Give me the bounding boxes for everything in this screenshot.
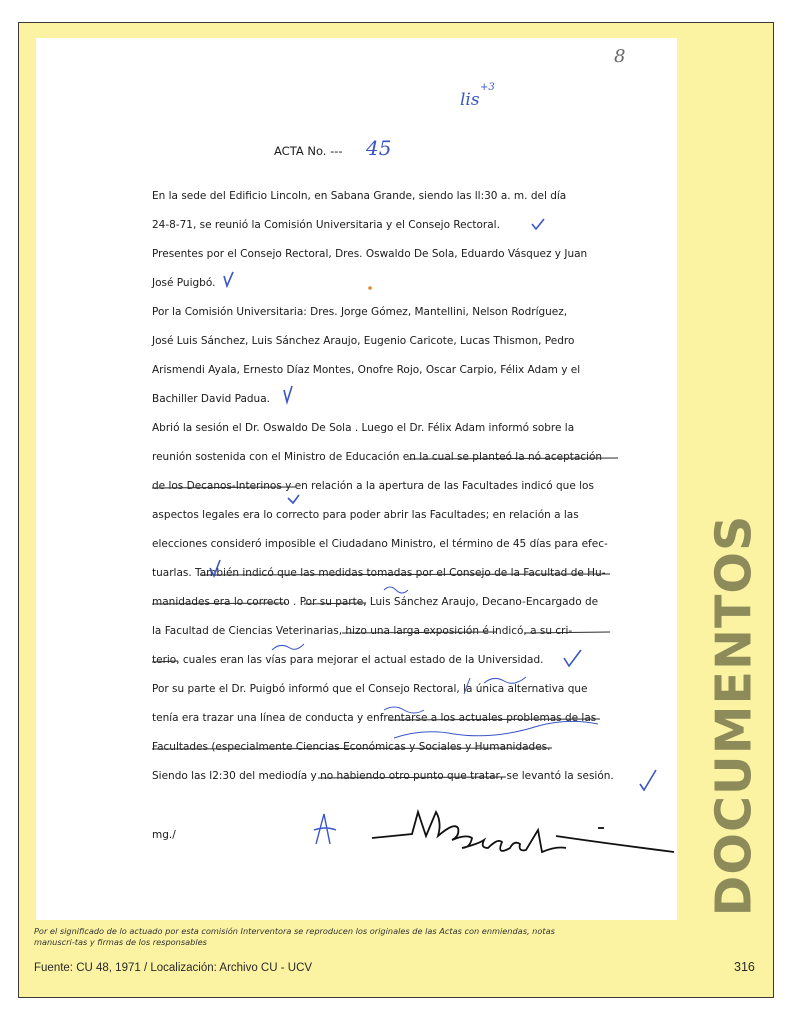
interlinear-notes — [272, 587, 598, 738]
check-marks — [210, 219, 656, 790]
body-line-20: Facultades (especialmente Ciencias Económicas y Sociales y Humanidades. — [152, 741, 551, 753]
body-line-15: manidades era lo correcto . Por su parte, Luis Sánchez Araujo, Decano-Encargado de — [152, 596, 599, 608]
side-label — [704, 510, 764, 920]
strike-lines — [152, 458, 618, 778]
handwritten-initial-mark — [314, 814, 336, 844]
body-line-11: de los Decanos-Interinos y en relación a la apertura de las Facultades indicó que los — [152, 480, 594, 492]
body-line-18: Por su parte el Dr. Puigbó informó que el Consejo Rectoral, la única alternativa que — [152, 683, 588, 695]
body-line-4: José Puigbó. — [152, 277, 216, 289]
handwritten-page-mark: 8 — [614, 46, 626, 67]
side-label-text: DOCUMENTOS — [705, 514, 763, 916]
handwritten-annotations — [36, 38, 677, 920]
body-line-3: Presentes por el Consejo Rectoral, Dres. Oswaldo De Sola, Eduardo Vásquez y Juan — [152, 248, 588, 260]
signature — [372, 812, 674, 852]
page-number: 316 — [734, 960, 755, 974]
document-sheet — [36, 38, 677, 920]
body-line-21: Siendo las l2:30 del mediodía y no habiendo otro punto que tratar, se levantó la sesión. — [152, 770, 614, 782]
body-line-14: tuarlas. También indicó que las medidas tomadas por el Consejo de la Facultad de Hu- — [152, 567, 606, 579]
body-line-9: Abrió la sesión el Dr. Oswaldo De Sola . Luego el Dr. Félix Adam informó sobre la — [152, 422, 575, 434]
source-line: Fuente: CU 48, 1971 / Localización: Archivo CU - UCV — [34, 962, 313, 974]
body-line-12: aspectos legales era lo correcto para poder abrir las Facultades; en relación a las — [152, 509, 579, 521]
body-line-8: Bachiller David Padua. — [152, 393, 270, 405]
caption: Por el significado de lo actuado por esta comisión Interventora se reproducen los originales de las Actas con enmiendas, notas manuscri-tas y firmas de los responsables — [34, 926, 555, 947]
body-line-7: Arismendi Ayala, Ernesto Díaz Montes, Onofre Rojo, Oscar Carpio, Félix Adam y el — [152, 364, 581, 376]
body-line-16: la Facultad de Ciencias Veterinarias, hizo una larga exposición é indicó, a su cri- — [152, 625, 573, 637]
body-line-6: José Luis Sánchez, Luis Sánchez Araujo, Eugenio Caricote, Lucas Thismon, Pedro — [152, 335, 575, 347]
orange-dot — [368, 286, 372, 290]
body-line-2: 24-8-71, se reunió la Comisión Universitaria y el Consejo Rectoral. — [152, 219, 500, 231]
body-line-13: elecciones consideró imposible el Ciudadano Ministro, el término de 45 días para efec- — [152, 538, 608, 550]
body-line-10: reunión sostenida con el Ministro de Educación en la cual se planteó la nó aceptación — [152, 451, 603, 463]
handwritten-top-note: lis — [460, 90, 480, 110]
body-line-17: terio, cuales eran las vías para mejorar el actual estado de la Universidad. — [152, 654, 544, 666]
handwritten-top-note-sup: +3 — [480, 82, 495, 93]
handwritten-acta-number: 45 — [366, 136, 392, 160]
body-line-5: Por la Comisión Universitaria: Dres. Jorge Gómez, Mantellini, Nelson Rodríguez, — [152, 306, 568, 318]
typist-initials: mg./ — [152, 829, 176, 841]
acta-title: ACTA No. --- — [274, 144, 343, 158]
body-line-19: tenía era trazar una línea de conducta y enfrentarse a los actuales problemas de las — [152, 712, 597, 724]
body-line-1: En la sede del Edificio Lincoln, en Sabana Grande, siendo las ll:30 a. m. del día — [152, 190, 567, 202]
